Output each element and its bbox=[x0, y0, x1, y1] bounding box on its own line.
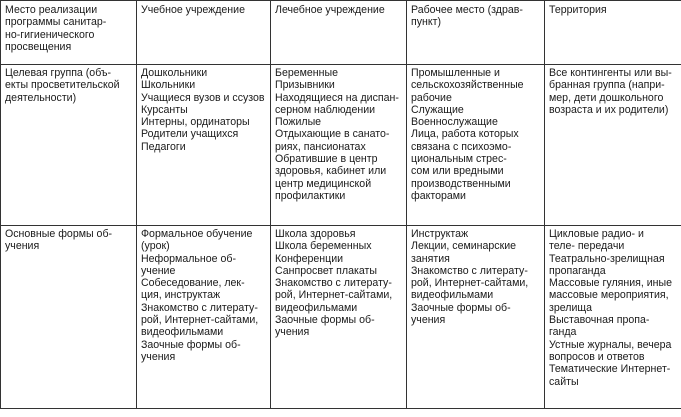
cell-line: Знакомство с литерату- bbox=[141, 301, 258, 314]
cell-line: бранная группа (напри- bbox=[549, 79, 665, 92]
cell-line: Лица, работа которых bbox=[411, 128, 519, 141]
cell-line: Школа здоровья bbox=[275, 228, 356, 240]
cell-line: Тематические Интернет- bbox=[549, 363, 671, 376]
cell-line: Родители учащихся bbox=[141, 128, 239, 141]
cell-line: Место реализации bbox=[5, 4, 98, 16]
cell-line: видеофильмами bbox=[141, 326, 224, 339]
header-cell bbox=[407, 1, 545, 65]
cell-line: рой, Интернет-сайтами, bbox=[141, 314, 259, 327]
cell-line: Беременные bbox=[275, 67, 339, 79]
table-cell bbox=[137, 226, 271, 409]
cell-line: Учащиеся вузов и ссузов bbox=[141, 91, 265, 104]
cell-line: но-гигиенического bbox=[5, 28, 95, 41]
cell-line: возраста и их родители) bbox=[549, 103, 669, 116]
cell-line: Лечебное учреждение bbox=[275, 4, 385, 16]
cell-line: Массовые гуляния, иные bbox=[549, 277, 673, 290]
cell-line: (урок) bbox=[141, 240, 170, 253]
cell-line: производственными bbox=[411, 177, 511, 190]
cell-line: программы санитар- bbox=[5, 16, 107, 29]
table-cell bbox=[137, 65, 271, 226]
cell-line: Учебное учреждение bbox=[141, 4, 245, 16]
cell-line: Собеседование, лек- bbox=[141, 277, 245, 290]
cell-line: Интерны, ординаторы bbox=[141, 116, 250, 129]
cell-line: Выставочная пропа- bbox=[549, 314, 650, 327]
header-cell bbox=[1, 1, 137, 65]
cell-line: Конференции bbox=[275, 252, 344, 265]
cell-line: факторами bbox=[411, 189, 466, 202]
cell-line: здоровья, кабинет или bbox=[275, 165, 387, 178]
cell-line: Знакомство с литерату- bbox=[411, 264, 528, 277]
cell-line: Цикловые радио- и bbox=[549, 228, 644, 240]
cell-line: Заочные формы об- bbox=[275, 314, 375, 327]
cell-line: Театрально-зрелищная bbox=[549, 252, 665, 265]
table-cell bbox=[545, 65, 681, 226]
cell-line: Дошкольники bbox=[141, 67, 208, 79]
cell-line: Служащие bbox=[411, 103, 464, 116]
row-label-cell bbox=[1, 65, 137, 226]
cell-line: Курсанты bbox=[141, 103, 188, 116]
cell-line: серном наблюдении bbox=[275, 103, 376, 116]
cell-line: Устные журналы, вечера bbox=[549, 338, 672, 351]
table-cell bbox=[545, 226, 681, 409]
cell-line: пропаганда bbox=[549, 264, 606, 277]
cell-line: Школа беременных bbox=[275, 240, 372, 253]
cell-line: зрелища bbox=[549, 301, 592, 314]
header-cell bbox=[137, 1, 271, 65]
cell-line: вопросов и ответов bbox=[549, 350, 645, 363]
cell-line: видеофильмами bbox=[275, 301, 358, 314]
cell-line: риях, пансионатах bbox=[275, 140, 366, 153]
cell-line: Все контингенты или вы- bbox=[549, 67, 672, 79]
cell-line: сом или вредными bbox=[411, 165, 504, 178]
cell-line: Санпросвет плакаты bbox=[275, 264, 377, 277]
cell-line: рабочие bbox=[411, 91, 452, 104]
cell-line: ганда bbox=[549, 326, 577, 339]
cell-line: профилактики bbox=[275, 189, 346, 202]
cell-line: сайты bbox=[549, 375, 579, 388]
table-cell bbox=[271, 65, 407, 226]
cell-line: теле- передачи bbox=[549, 240, 625, 253]
cell-line: Педагоги bbox=[141, 140, 186, 153]
cell-line: Целевая группа (объ- bbox=[5, 67, 112, 79]
cell-line: Формальное обучение bbox=[141, 228, 253, 240]
cell-line: пункт) bbox=[411, 16, 442, 29]
cell-line: центр медицинской bbox=[275, 177, 372, 190]
cell-line: Лекции, семинарские bbox=[411, 240, 517, 253]
cell-line: Отдыхающие в санато- bbox=[275, 128, 390, 141]
cell-line: циональным стрес- bbox=[411, 153, 507, 166]
cell-line: сельскохозяйственные bbox=[411, 79, 524, 92]
header-cell bbox=[271, 1, 407, 65]
cell-line: занятия bbox=[411, 252, 450, 265]
cell-line: рой, Интернет-сайтами, bbox=[411, 277, 529, 290]
cell-line: Промышленные и bbox=[411, 67, 500, 79]
cell-line: Территория bbox=[549, 4, 607, 16]
row-label-cell bbox=[1, 226, 137, 409]
cell-line: Неформальное об- bbox=[141, 252, 236, 265]
cell-line: ция, инструктаж bbox=[141, 289, 221, 302]
cell-line: Призывники bbox=[275, 79, 335, 92]
cell-line: Знакомство с литерату- bbox=[275, 277, 392, 290]
cell-line: массовые мероприятия, bbox=[549, 289, 669, 302]
cell-line: Инструктаж bbox=[411, 228, 469, 240]
cell-line: деятельности) bbox=[5, 91, 77, 104]
table-row bbox=[1, 65, 681, 226]
cell-line: учения bbox=[5, 240, 40, 253]
cell-line: учения bbox=[275, 326, 310, 339]
cell-line: Заочные формы об- bbox=[141, 338, 241, 351]
cell-line: Обратившие в центр bbox=[275, 153, 378, 166]
cell-line: Основные формы об- bbox=[5, 228, 113, 240]
table-cell bbox=[407, 65, 545, 226]
cell-line: учения bbox=[141, 350, 176, 363]
cell-line: мер, дети дошкольного bbox=[549, 91, 664, 104]
table-header-row bbox=[1, 1, 681, 65]
table-cell bbox=[407, 226, 545, 409]
cell-line: Школьники bbox=[141, 79, 196, 92]
cell-line: рой, Интернет-сайтами, bbox=[275, 289, 393, 302]
cell-line: Заочные формы об- bbox=[411, 301, 511, 314]
cell-line: учение bbox=[141, 264, 176, 277]
cell-line: видеофильмами bbox=[411, 289, 494, 302]
table-row bbox=[1, 226, 681, 409]
header-cell bbox=[545, 1, 681, 65]
cell-line: связана с психоэмо- bbox=[411, 140, 512, 153]
table-cell bbox=[271, 226, 407, 409]
cell-line: учения bbox=[411, 314, 446, 327]
cell-line: просвещения bbox=[5, 40, 72, 53]
cell-line: Рабочее место (здрав- bbox=[411, 4, 523, 16]
cell-line: Военнослужащие bbox=[411, 116, 498, 129]
cell-line: Пожилые bbox=[275, 116, 322, 129]
cell-line: Находящиеся на диспан- bbox=[275, 91, 399, 104]
cell-line: екты просветительской bbox=[5, 79, 120, 92]
